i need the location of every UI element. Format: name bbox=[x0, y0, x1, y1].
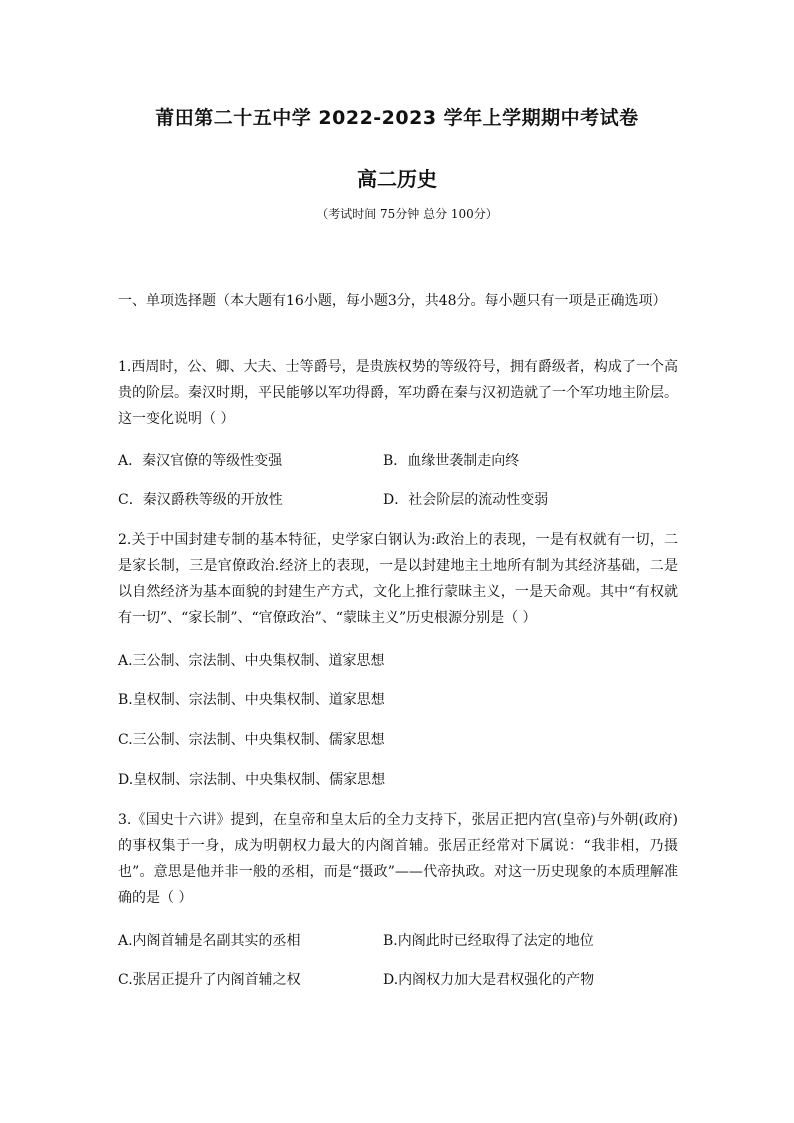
q3-option-a: A.内阁首辅是名副其实的丞相 bbox=[118, 933, 301, 949]
q1-option-d: D．社会阶层的流动性变弱 bbox=[383, 492, 549, 508]
q2-option-b: B.皇权制、宗法制、中央集权制、道家思想 bbox=[118, 692, 385, 708]
q2-option-a: A.三公制、宗法制、中央集权制、道家思想 bbox=[118, 653, 385, 669]
exam-title: 莆田第二十五中学 2022-2023 学年上学期期中考试卷 bbox=[155, 107, 639, 129]
q1-option-b: B．血缘世袭制走向终 bbox=[383, 453, 520, 469]
q3-option-c: C.张居正提升了内阁首辅之权 bbox=[118, 972, 301, 988]
exam-info: （考试时间 75分钟 总分 100分） bbox=[316, 207, 498, 221]
q1-option-a: A．秦汉官僚的等级性变强 bbox=[118, 453, 283, 469]
q3-option-b: B.内阁此时已经取得了法定的地位 bbox=[383, 933, 594, 949]
q3-option-d: D.内阁权力加大是君权强化的产物 bbox=[383, 972, 595, 988]
q1-option-c: C．秦汉爵秩等级的开放性 bbox=[118, 492, 283, 508]
subject-title: 高二历史 bbox=[357, 167, 437, 191]
q2-option-d: D.皇权制、宗法制、中央集权制、儒家思想 bbox=[118, 772, 386, 788]
question-2-stem: 2.关于中国封建专制的基本特征，史学家白钢认为:政治上的表现，一是有权就有一切，二是家长制，三是官僚政治.经济上的表现，一是以封建地主土地所有制为其经济基础，二是以自然经济为基本面貌的封建生产方式，文化上推行蒙昧主义，一是天命观。其中“有权就有一切”、“家长制”、“官僚政治”、“蒙昧主义”历史根源分别是（ ） bbox=[118, 532, 678, 626]
q2-option-c: C.三公制、宗法制、中央集权制、儒家思想 bbox=[118, 732, 385, 748]
section-heading: 一、单项选择题（本大题有16小题，每小题3分，共48分。每小题只有一项是正确选项） bbox=[118, 293, 667, 309]
question-1-stem: 1.西周时，公、卿、大夫、士等爵号，是贵族权势的等级符号，拥有爵级者，构成了一个高贵的阶层。秦汉时期，平民能够以军功得爵，军功爵在秦与汉初造就了一个军功地主阶层。这一变化说明（ ） bbox=[118, 359, 678, 427]
question-3-stem: 3.《国史十六讲》提到，在皇帝和皇太后的全力支持下，张居正把内宫(皇帝)与外朝(政府)的事权集于一身，成为明朝权力最大的内阁首辅。张居正经常对下属说：“我非相，乃摄也”。意思是他并非一般的丞相，而是“摄政”——代帝执政。对这一历史现象的本质理解准确的是（ ） bbox=[118, 812, 678, 906]
